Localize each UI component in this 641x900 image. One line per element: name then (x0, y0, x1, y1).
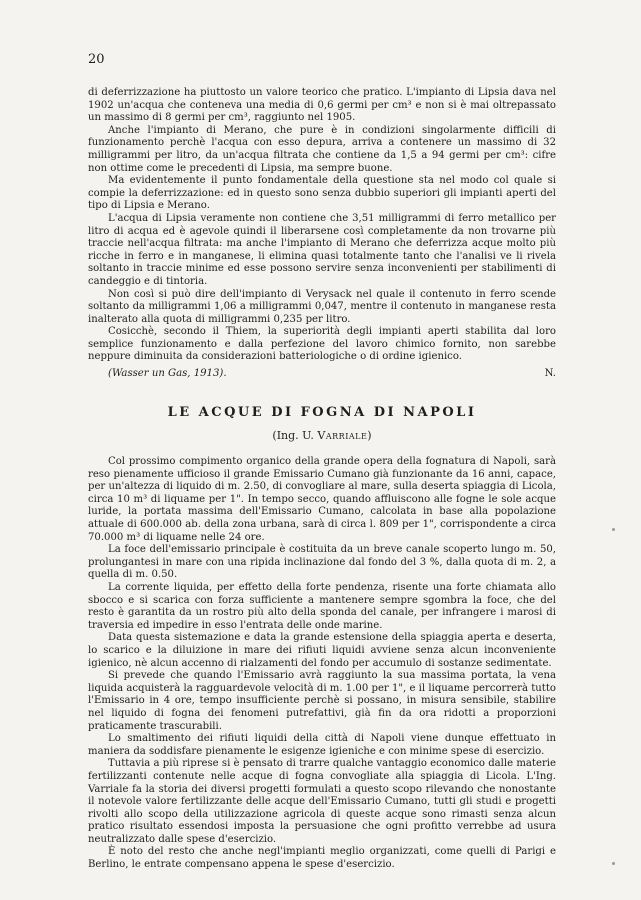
article-title: LE ACQUE DI FOGNA DI NAPOLI (167, 405, 477, 421)
paragraph: È noto del resto che anche negl'impianti meglio organizzati, come quelli di Parigi e Berlino, le entrate compensano appena le spese d'esercizio. (88, 846, 556, 871)
author-prefix: (Ing. U. (272, 429, 318, 443)
source-line (88, 368, 556, 379)
paragraph: La corrente liquida, per effetto della forte pendenza, risente una forte chiamata allo sbocco e si scarica con forza sufficiente a mantenere sempre sgombra la foce, che del resto è garantita da un rostro più alto della sponda del canale, per infrangere i marosi di traversia ed impedire in esso l'entrata delle onde marine. (88, 582, 556, 631)
paragraph: Tuttavia a più riprese si è pensato di trarre qualche vantaggio economico dalle materie fertilizzanti contenute nelle acque di fogna convogliate alla spiaggia di Licola. L'Ing. Varriale fa la storia dei diversi progetti formulati a questo scopo rilevando che nonostante il notevole valore fertilizzante delle acque dell'Emissario Cumano, tutti gli studi e progetti rivolti allo scopo della utilizzazione agricola di queste acque sono rimasti senza alcun pratico risultato essendosi imposta la persuasione che ogni profitto verrebbe ad usura neutralizzato dalle spese d'esercizio. (88, 758, 556, 845)
paragraph: Anche l'impianto di Merano, che pure è in condizioni singolarmente difficili di funzionamento perchè l'acqua con esso depura, arriva a contenere un massimo di 32 milligrammi per litro, da un'acqua filtrata che contiene da 1,5 a 94 germi per cm³: cifre non ottime come le precedenti di Lipsia, ma sempre buone. (88, 124, 556, 174)
author-suffix: ) (367, 429, 372, 443)
page-number: 20 (88, 52, 105, 67)
paragraph: Lo smaltimento dei rifiuti liquidi della città di Napoli viene dunque effettuato in maniera da soddisfare pienamente le esigenze igieniche e con minime spese di esercizio. (88, 733, 556, 757)
paper-speck (612, 528, 615, 531)
page-content (88, 52, 556, 872)
paragraph: L'acqua di Lipsia veramente non contiene che 3,51 milligrammi di ferro metallico per litro di acqua ed è agevole quindi il liberarsene così completamente da non trovarne più traccie nell'acqua filtrata: ma anche l'impianto di Merano che deferrizza acque molto più ricche in ferro e in manganese, li elimina quasi totalmente tanto che l'analisi ve li rivela soltanto in traccie minime ed esse possono servire senza inconvenienti per stabilimenti di candeggio e di tintoria. (88, 212, 556, 287)
source-citation: (Wasser un Gas, 1913). (108, 368, 227, 380)
paragraph: di deferrizzazione ha piuttosto un valore teorico che pratico. L'impianto di Lipsia dava nel 1902 un'acqua che conteneva una media di 0,6 germi per cm³ e non si è mai oltrepassato un massimo di 8 germi per cm³, raggiunto nel 1905. (88, 87, 556, 124)
paper-speck (612, 862, 615, 865)
paragraph: Data questa sistemazione e data la grande estensione della spiaggia aperta e deserta, lo scarico e la diluizione in mare dei rifiuti liquidi avviene senza alcun inconveniente igienico, nè alcun accenno di rialzamenti del fondo per accumulo di sostanze sedimentate. (88, 632, 556, 669)
author-name: Varriale (317, 429, 368, 443)
author-signature: N. (544, 368, 556, 380)
previous-article-tail (88, 87, 556, 379)
paragraph: Non così si può dire dell'impianto di Verysack nel quale il contenuto in ferro scende soltanto da milligrammi 1,06 a milligrammi 0,047, mentre il contenuto in manganese resta inalterato alla quota di milligrammi 0,235 per litro. (88, 288, 556, 325)
paragraph: La foce dell'emissario principale è costituita da un breve canale scoperto lungo m. 50, prolungantesi in mare con una ripida inclinazione dal fondo del 3 %, dalla quota di m. 2, a quella di m. 0.50. (88, 544, 556, 581)
paragraph: Cosicchè, secondo il Thiem, la superiorità degli impianti aperti stabilita dal loro semplice funzionamento e dalla perfezione del lavoro chimico fornito, non sarebbe neppure diminuita da considerazioni batteriologiche o di ordine igienico. (88, 326, 556, 363)
article-body (88, 456, 556, 872)
article-author (88, 429, 556, 442)
paragraph: Ma evidentemente il punto fondamentale della questione sta nel modo col quale si compie la deferrizzazione: ed in questo sono senza dubbio superiori gli impianti aperti del tipo di Lipsia e Merano. (88, 175, 556, 212)
paragraph: Si prevede che quando l'Emissario avrà raggiunto la sua massima portata, la vena liquida acquisterà la ragguardevole velocità di m. 1.00 per 1", e il liquame percorrerà tutto l'Emissario in 4 ore, tempo insufficiente perchè si possano, in misura sensibile, stabilire nel liquido di fogna dei fenomeni putrefattivi, già fin da ora ridotti a proporzioni praticamente trascurabili. (88, 670, 556, 732)
paragraph: Col prossimo compimento organico della grande opera della fognatura di Napoli, sarà reso pienamente ufficioso il grande Emissario Cumano già funzionante da 16 anni, capace, per un'altezza di liquido di m. 2.50, di convogliare al mare, sulla deserta spiaggia di Licola, circa 10 m³ di liquame per 1". In tempo secco, quando affluiscono alle fogne le sole acque luride, la portata massima dell'Emissario Cumano, calcolata in base alla popolazione attuale di 600.000 ab. della zona urbana, sarà di circa l. 809 per 1", corrispondente a circa 70.000 m³ di liquame nelle 24 ore. (88, 456, 556, 543)
